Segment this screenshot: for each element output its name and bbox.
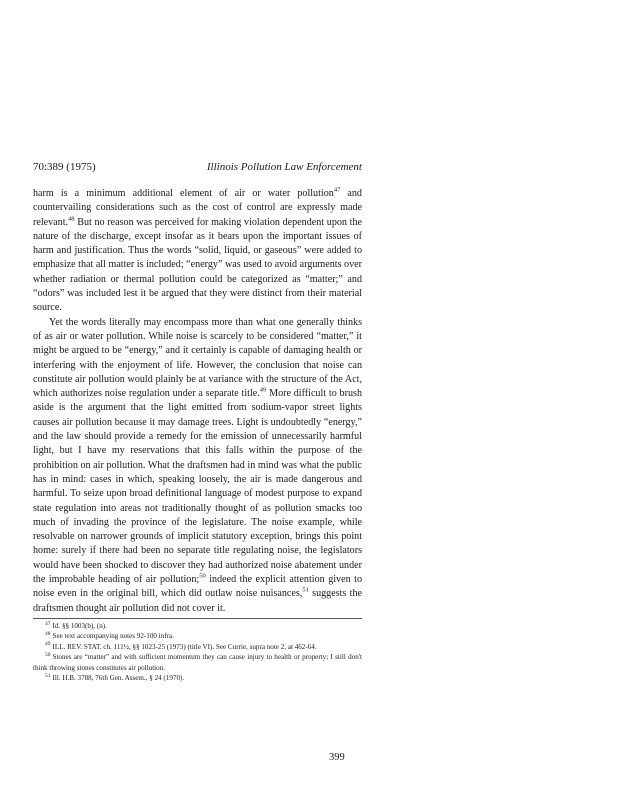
- paragraph: [33, 316, 362, 616]
- page-number: 399: [329, 752, 345, 763]
- paragraph-text: suggests the draftsmen thought air pollution did not cover it.: [33, 588, 363, 614]
- paragraph: [33, 187, 362, 316]
- footnote-text: ILL. REV. STAT. ch. 111½, §§ 1023-25 (1973) (title VI). See Currie, supra note 2, at 462-64.: [52, 642, 317, 651]
- footnote-reference: 49: [259, 386, 267, 394]
- footnote-number: 47: [45, 620, 51, 627]
- footnote-number: 51: [45, 672, 51, 679]
- paragraph-text: Yet the words literally may encompass more than what one generally thinks of as air or water pollution. While noise is scarcely to be considered “matter,” it might be argued to be “energy,” and it certainly is capable of damaging health or interfering with the enjoyment of life. However, the conclusion that noise can constitute air pollution would plainly be at variance with the structure of the Act, which authorizes noise regulation under a separate title.: [33, 316, 362, 400]
- footnote-reference: 48: [68, 215, 75, 223]
- footnote-text: See text accompanying notes 92-100 infra.: [52, 632, 174, 641]
- footnote-number: 49: [45, 641, 51, 648]
- footnotes: [33, 621, 362, 683]
- footnote-divider: [33, 618, 362, 619]
- running-head-citation: 70:389 (1975): [33, 161, 96, 173]
- paragraph-text: and countervailing considerations such as the cost of control are expressly made relevant.: [33, 188, 362, 228]
- running-head-journal-title: Illinois Pollution Law Enforcement: [206, 161, 362, 173]
- footnote-number: 50: [45, 651, 51, 658]
- paragraph-text: More difficult to brush aside is the argument that the light emitted from sodium-vapor street lights causes air pollution because it may damage trees. Light is undoubtedly “energy,” and the law should provide a remedy for the emission of unnecessarily harmful light, but I have my reservations that this falls within the purpose of the prohibition on air pollution. What the draftsmen had in mind was what the public has in mind: cases in which, speaking loosely, the air is made dangerous and harmful. To seize upon broad definitional language of modest purpose to expand state regulation into areas not traditionally thought of as pollution smacks too much of invading the province of the legislature. The noise example, while resolvable on narrower grounds of implicit statutory exception, brings this point home: surely if there had been no separate title regulating noise, the legislators would have been shocked to discover they had authorized noise abatement under the improbable heading of air pollution;: [33, 388, 362, 586]
- footnote: [33, 631, 362, 641]
- footnote-text: Stones are “matter” and with sufficient momentum they can cause injury to health or property; I still don't think throwing stones constitutes air pollution.: [33, 653, 362, 672]
- page-content: [33, 160, 362, 683]
- paragraph-text: indeed the explicit attention given to noise even in the original bill, which did outlaw noise nuisances,: [33, 574, 362, 600]
- footnote-text: Ill. H.B. 3788, 76th Gen. Assem., § 24 (1970).: [52, 673, 185, 682]
- body-text: [33, 187, 362, 616]
- footnote: [33, 642, 362, 652]
- footnote-reference: 47: [333, 186, 341, 194]
- paragraph-text: harm is a minimum additional element of air or water pollution: [33, 188, 334, 199]
- running-head: [33, 160, 362, 174]
- footnote-reference: 51: [302, 586, 309, 594]
- footnote: [33, 673, 362, 683]
- footnote: [33, 621, 362, 631]
- footnote: [33, 652, 362, 673]
- footnote-number: 48: [45, 630, 51, 637]
- paragraph-text: But no reason was perceived for making violation dependent upon the nature of the discharge, except insofar as it bears upon the important issues of harm and justification. Thus the words “solid, liquid, or gaseous” were added to emphasize that all matter is included; “energy” was used to avoid arguments over whether radiation or thermal pollution could be categorized as “matter;” and “odors” was included lest it be argued that they were distinct from their material source.: [33, 216, 362, 314]
- footnote-reference: 50: [199, 572, 206, 580]
- footnote-text: Id. §§ 1003(b), (n).: [52, 621, 107, 630]
